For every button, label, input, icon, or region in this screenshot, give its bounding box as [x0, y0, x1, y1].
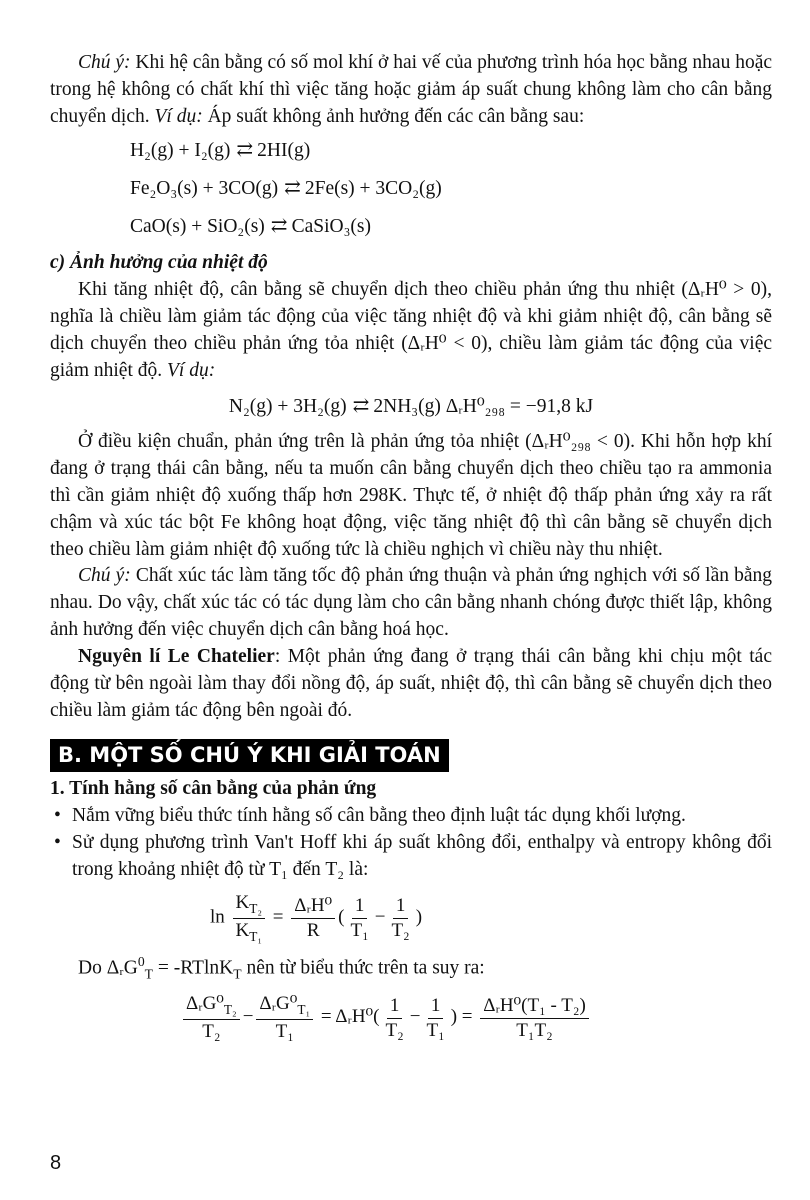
equation-3: CaO(s) + SiO₂(s) ⇄ CaSiO₃(s) [130, 213, 772, 241]
equilibrium-arrow-icon: ⇄ [352, 394, 368, 417]
ammonia-paragraph: Ở điều kiện chuẩn, phản ứng trên là phản ứng tỏa nhiệt (ΔᵣH⁰₂₉₈ < 0). Khi hỗn hợp khí đang ở trạng thái cân bằng, nếu ta muốn cân bằng chuyển dịch theo chiều tạo ra ammonia thì cần giảm nhiệt độ xuống thấp hơn 298K. Thực tế, ở nhiệt độ thấp phản ứng xảy ra rất chậm và xúc tác bột Fe không hoạt động, việc tăng nhiệt độ thì cân bằng sẽ chuyển dịch theo chiều làm giảm nhiệt độ xuống tức là chiều nghịch vì chiều này thu nhiệt. [50, 430, 772, 560]
principle-label: Nguyên lí Le Chatelier [78, 646, 275, 668]
equilibrium-arrow-icon: ⇄ [236, 138, 252, 161]
list-item: • Sử dụng phương trình Van't Hoff khi áp suất không đổi, enthalpy và entropy không đổi trong khoảng nhiệt độ từ T₁ đến T₂ là: [50, 830, 772, 884]
equation-list [130, 137, 772, 241]
catalyst-note: Chú ý: Chất xúc tác làm tăng tốc độ phản ứng thuận và phản ứng nghịch với số lần bằng nhau. Do vậy, chất xúc tác có tác dụng làm cho cân bằng nhanh chóng được thiết lập, không ảnh hưởng đến việc chuyển dịch cân bằng hoá học. [50, 565, 772, 641]
bullet-list [50, 803, 772, 884]
vant-hoff-formula: ln $\frac{K_{T_2}}{K_{T_1}}$ = $\frac{\text{ΔᵣH⁰}}{R}$ ( $\frac{1}{\text{T₁}}$ − $\frac{1}{\text{T₂}}$ ) [210, 892, 423, 944]
page-number: 8 [50, 1152, 62, 1174]
equilibrium-arrow-icon: ⇄ [284, 176, 299, 199]
note-label: Chú ý: [78, 565, 131, 587]
equation-2: Fe₂O₃(s) + 3CO(g) ⇄ 2Fe(s) + 3CO₂(g) [130, 175, 772, 203]
note-paragraph-pressure: Chú ý: Khi hệ cân bằng có số mol khí ở hai vế của phương trình hóa học bằng nhau hoặc trong hệ không có chất khí thì việc tăng hoặc giảm áp suất chung không làm cho cân bằng chuyển dịch. Ví dụ: Áp suất không ảnh hưởng đến các cân bằng sau: [50, 52, 773, 127]
section-c-heading: c) Ảnh hưởng của nhiệt độ [50, 252, 268, 274]
page-content [50, 50, 772, 1048]
example-label: Ví dụ: [166, 360, 216, 382]
list-item: • Nắm vững biểu thức tính hằng số cân bằng theo định luật tác dụng khối lượng. [50, 803, 772, 830]
equilibrium-arrow-icon: ⇄ [270, 214, 286, 237]
le-chatelier-principle: Nguyên lí Le Chatelier: Một phản ứng đang ở trạng thái cân bằng khi chịu một tác động từ bên ngoài làm thay đổi nồng độ, áp suất, nhiệt độ, thì cân bằng sẽ chuyển dịch theo chiều làm giảm tác động bên ngoài đó. [50, 646, 772, 721]
equation-1: H₂(g) + I₂(g) ⇄ 2HI(g) [130, 137, 772, 165]
ammonia-equation: N₂(g) + 3H₂(g) ⇄ 2NH₃(g) ΔᵣH⁰₂₉₈ = −91,8 kJ [50, 393, 772, 421]
gibbs-formula: $\frac{\Delta ᵣG^0_{T_2}}{\text{T₂}}$ − $\frac{\Delta ᵣG^0_{T_1}}{\text{T₁}}$ = ΔᵣH⁰( $\frac{1}{\text{T₂}}$ − $\frac{1}{\text{T₁}}$ ) = $\frac{\text{ΔᵣH⁰(T₁ - T₂)}}{\text{T₁T₂}}$ [180, 992, 772, 1043]
subsection-1-heading: 1. Tính hằng số cân bằng của phản ứng [50, 777, 377, 799]
section-b-title: B. MỘT SỐ CHÚ Ý KHI GIẢI TOÁN [50, 739, 449, 772]
example-label: Ví dụ: [154, 105, 203, 127]
note-label: Chú ý: [78, 52, 131, 73]
temperature-paragraph: Khi tăng nhiệt độ, cân bằng sẽ chuyển dịch theo chiều phản ứng thu nhiệt (ΔᵣH⁰ > 0), nghĩa là chiều làm giảm tác động của việc tăng nhiệt độ và khi giảm nhiệt độ, cân bằng sẽ dịch chuyển theo chiều phản ứng tỏa nhiệt (ΔᵣH⁰ < 0), chiều làm giảm tác động của việc giảm nhiệt độ. Ví dụ: [50, 279, 772, 382]
gibbs-paragraph: Do ΔᵣG$^0_T$ = -RTlnK$_T$ nên từ biểu thức trên ta suy ra: [78, 954, 485, 982]
